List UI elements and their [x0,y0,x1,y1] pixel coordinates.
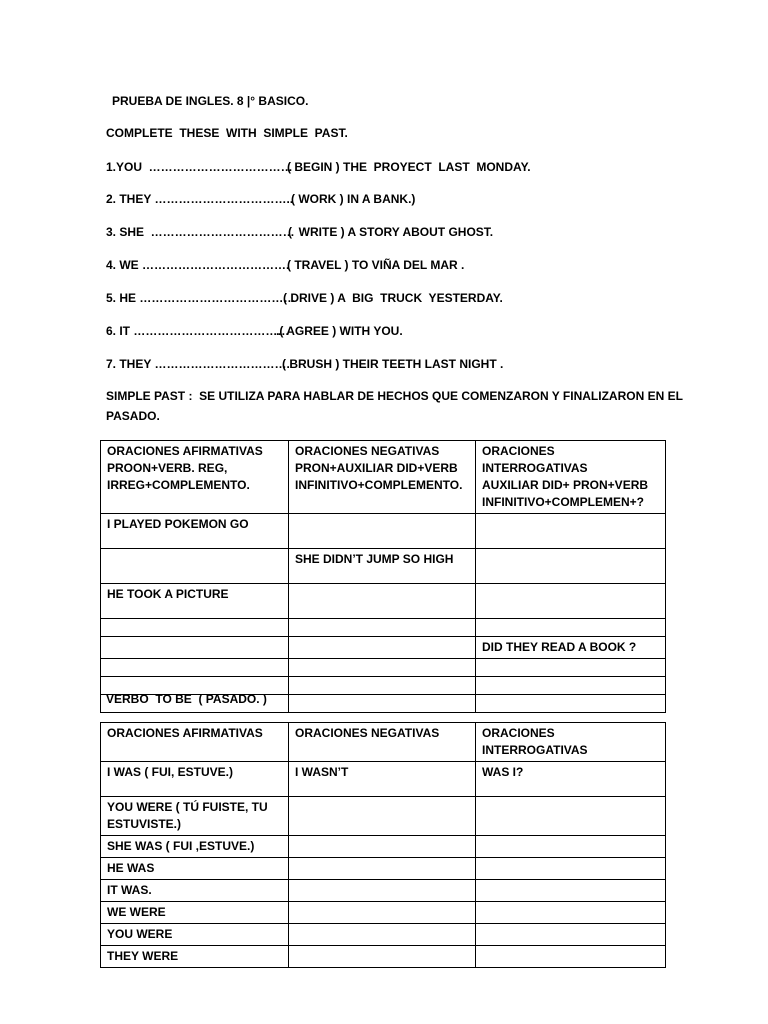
exercise-verb: ( WRITE ) A STORY ABOUT GHOST. [288,225,494,239]
table-cell: YOU WERE ( TÚ FUISTE, TU ESTUVISTE.) [101,797,289,836]
table-row [101,659,666,677]
exercise-verb: ( TRAVEL ) TO VIÑA DEL MAR . [287,258,465,272]
table-cell: WE WERE [101,902,289,924]
table-cell: IT WAS. [101,880,289,902]
table-cell [476,836,666,858]
table-cell [476,924,666,946]
table-row [101,902,666,924]
exercise-verb: ( BRUSH ) THEIR TEETH LAST NIGHT . [282,357,504,371]
simple-past-table [100,440,666,713]
table-cell [289,695,476,713]
exercise-lead: 5. HE ………………………………… [106,291,296,305]
table-cell: DID THEY READ A BOOK ? [476,637,666,659]
exercise-verb: ( DRIVE ) A BIG TRUCK YESTERDAY. [283,291,503,305]
table-cell [476,677,666,695]
table-cell [289,584,476,619]
table-header-cell: ORACIONES AFIRMATIVAS PROON+VERB. REG, IRREG+COMPLEMENTO. [101,441,289,514]
table-header-cell: ORACIONES INTERROGATIVAS [476,723,666,762]
table-cell [476,584,666,619]
table-cell [476,659,666,677]
simple-past-note-line2: PASADO. [106,409,160,423]
table-cell [289,880,476,902]
table-header-cell: ORACIONES AFIRMATIVAS [101,723,289,762]
table-cell [476,880,666,902]
table-row [101,584,666,619]
exercise-lead: 6. IT ………………………………… [106,324,290,338]
exercise-verb: ( BEGIN ) THE PROYECT LAST MONDAY. [287,160,531,174]
table-cell [101,619,289,637]
table-header-row [101,723,666,762]
table-cell [289,677,476,695]
table-cell [476,695,666,713]
simple-past-note-line1: SIMPLE PAST : SE UTILIZA PARA HABLAR DE HECHOS QUE COMENZARON Y FINALIZARON EN EL [106,389,683,403]
table-header-row [101,441,666,514]
instruction-text: COMPLETE THESE WITH SIMPLE PAST. [106,126,348,140]
table-row [101,924,666,946]
table-cell [289,659,476,677]
table-cell [289,924,476,946]
table-row [101,797,666,836]
table-cell [289,836,476,858]
verb-to-be-table [100,722,666,968]
table-cell [476,619,666,637]
table-cell: YOU WERE [101,924,289,946]
table-row [101,514,666,549]
exercise-verb: ( WORK ) IN A BANK.) [291,192,416,206]
table-cell [101,659,289,677]
exercise-lead: 4. WE ………………………………. [106,258,290,272]
table-cell [476,549,666,584]
table-cell: THEY WERE [101,946,289,968]
table-cell: HE WAS [101,858,289,880]
table-cell [289,514,476,549]
table-header-cell: ORACIONES NEGATIVAS PRON+AUXILIAR DID+VERB INFINITIVO+COMPLEMENTO. [289,441,476,514]
table-cell [289,858,476,880]
table-row [101,619,666,637]
table-row [101,549,666,584]
table-cell: WAS I? [476,762,666,797]
table-header-cell: ORACIONES NEGATIVAS [289,723,476,762]
worksheet-title: PRUEBA DE INGLES. 8 |° BASICO. [112,94,309,108]
table-cell [289,637,476,659]
table-cell [289,946,476,968]
verbo-to-be-heading: VERBO TO BE ( PASADO. ) [106,692,267,706]
table-cell [289,902,476,924]
table-cell [289,797,476,836]
table-cell [476,902,666,924]
table-cell [476,797,666,836]
table-cell [476,858,666,880]
table-row [101,946,666,968]
table-row [101,762,666,797]
table-cell [476,946,666,968]
exercise-verb: .( AGREE ) WITH YOU. [276,324,403,338]
table-cell [476,514,666,549]
table-row [101,880,666,902]
table-cell: HE TOOK A PICTURE [101,584,289,619]
table-row [101,637,666,659]
table-cell: I WAS ( FUI, ESTUVE.) [101,762,289,797]
table-row [101,858,666,880]
table-cell [101,549,289,584]
table-cell [289,619,476,637]
exercise-lead: 7. THEY ……………………………. [106,357,290,371]
exercise-lead: 2. THEY …………………………….. [106,192,294,206]
table-header-cell: ORACIONES INTERROGATIVAS AUXILIAR DID+ PRON+VERB INFINITIVO+COMPLEMEN+? [476,441,666,514]
table-cell [101,637,289,659]
table-cell: I PLAYED POKEMON GO [101,514,289,549]
exercise-lead: 1.YOU ……………………………… [106,160,293,174]
exercise-lead: 3. SHE ……………………………… [106,225,295,239]
table-row [101,836,666,858]
table-cell: SHE WAS ( FUI ,ESTUVE.) [101,836,289,858]
table-cell: I WASN’T [289,762,476,797]
table-cell: SHE DIDN’T JUMP SO HIGH [289,549,476,584]
